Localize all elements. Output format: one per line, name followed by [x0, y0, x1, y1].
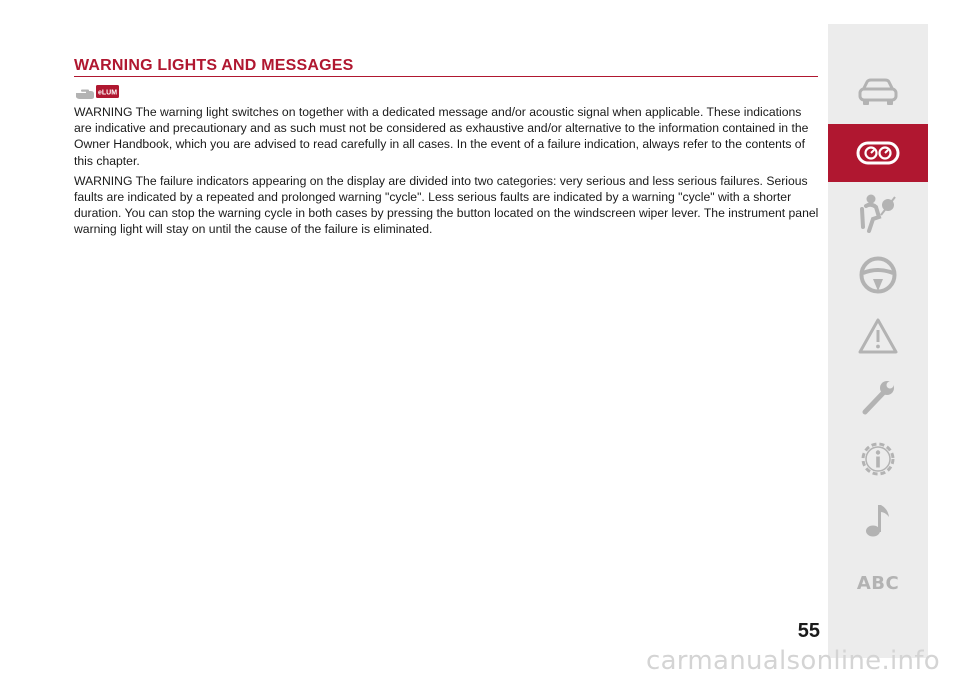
technical-info-gear-icon — [857, 438, 899, 480]
sidebar-tab-index[interactable] — [828, 554, 928, 612]
page-number: 55 — [797, 620, 820, 642]
sidebar-tab-emergency[interactable] — [828, 307, 928, 365]
section-title: WARNING LIGHTS AND MESSAGES — [74, 57, 354, 74]
sidebar-tab-driving[interactable] — [828, 246, 928, 304]
sidebar-tab-car[interactable] — [828, 62, 928, 120]
instrument-panel-icon — [856, 140, 900, 166]
airbag-safety-icon — [857, 193, 899, 233]
title-divider — [74, 76, 818, 77]
warning-paragraph-failure-categories: WARNING The failure indicators appearing on the display are divided into two categories: very serious and less serious failures. Serious faults are indicated by a repeated and prolonged warning "cycle". Less serious faults are indicated by a warning "cycle" with a shorter duration. You can stop the warning cycle in both cases by pressing the button located on the windscreen wiper lever. The instrument panel warning light will stay on until the cause of the failure is eliminated. — [74, 173, 819, 237]
sidebar-tab-technical-data[interactable] — [828, 430, 928, 488]
steering-wheel-icon — [858, 255, 898, 295]
warning-triangle-icon — [857, 317, 899, 355]
sidebar-tab-safety[interactable] — [828, 184, 928, 242]
alphabetical-index-label: ABC — [856, 572, 900, 594]
watermark: carmanualsonline.info — [645, 646, 940, 676]
chapter-sidebar — [828, 24, 928, 658]
warning-light-reference-icon — [74, 84, 120, 102]
sidebar-tab-instrument-panel[interactable] — [828, 124, 928, 182]
car-icon — [857, 76, 899, 106]
warning-paragraph-general: WARNING The warning light switches on together with a dedicated message and/or acoustic signal when applicable. These indications are indicative and precautionary and as such must not be considered as exhaustive and/or alternative to the information contained in the Owner Handbook, which you are advised to read carefully in all cases. In the event of a failure indication, always refer to the contents of this chapter. — [74, 105, 809, 168]
wrench-icon — [858, 378, 898, 418]
sidebar-tab-multimedia[interactable] — [828, 491, 928, 549]
music-note-icon — [861, 500, 895, 540]
section-body — [74, 104, 820, 242]
sidebar-tab-maintenance[interactable] — [828, 369, 928, 427]
warning-light-label: eLUM — [97, 89, 118, 97]
